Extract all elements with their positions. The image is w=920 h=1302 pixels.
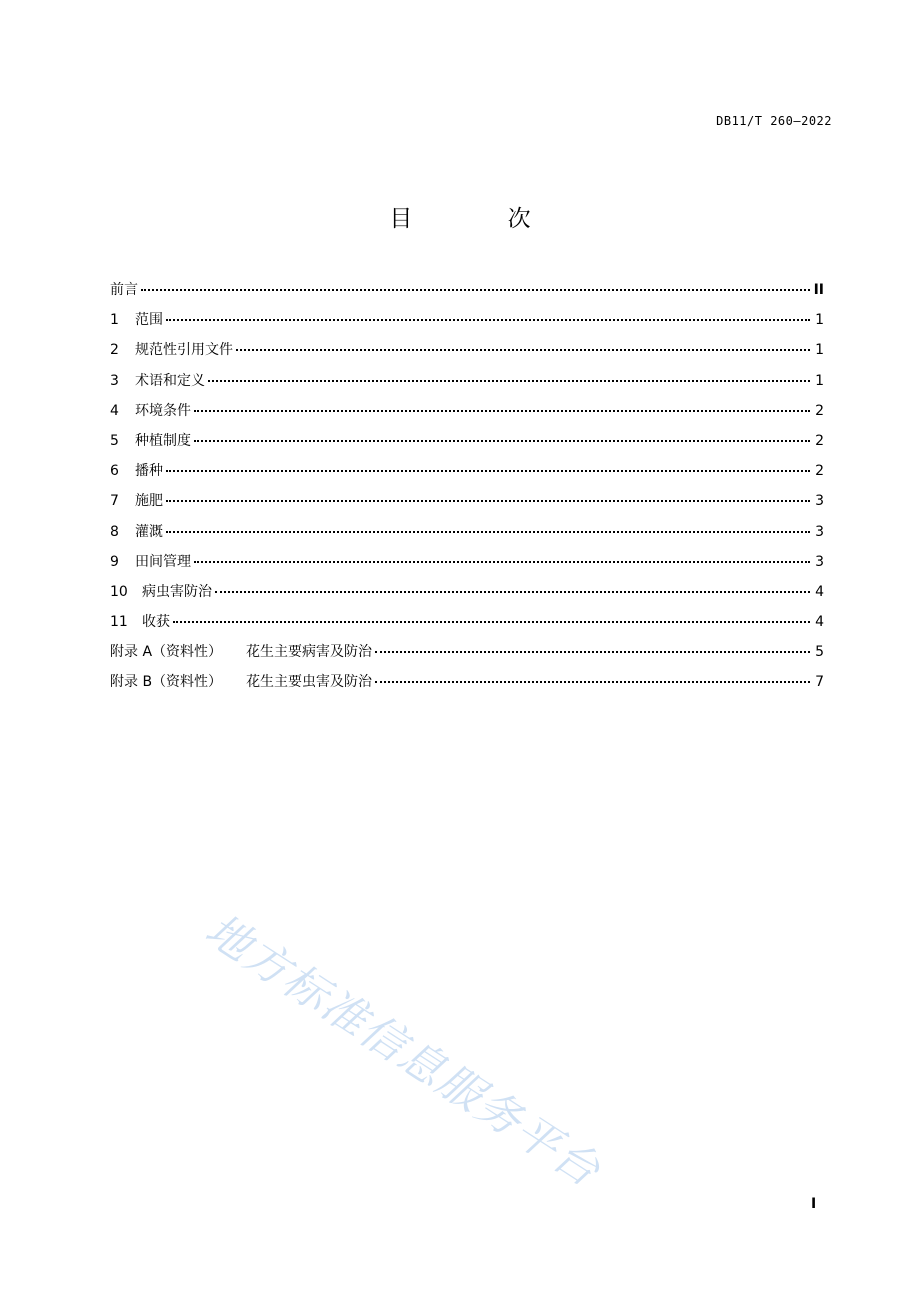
toc-entry-label: 术语和定义 — [135, 372, 205, 389]
toc-entry-label: 规范性引用文件 — [135, 342, 233, 359]
toc-entry-6[interactable] — [110, 460, 824, 490]
toc-entry-number: 3 — [110, 372, 119, 389]
toc-entry-number: 5 — [110, 432, 119, 449]
toc-dot-leader — [194, 410, 810, 412]
toc-entry-3[interactable] — [110, 370, 824, 400]
toc-entry-label: 病虫害防治 — [142, 583, 212, 600]
toc-entry-label: 播种 — [135, 463, 163, 480]
toc-entry-number: 附录 B（资料性） — [110, 674, 223, 691]
toc-entry-4[interactable] — [110, 400, 824, 430]
toc-entry-foreword[interactable] — [110, 279, 824, 309]
toc-dot-leader — [141, 289, 810, 291]
toc-entry-label: 范围 — [135, 312, 163, 329]
toc-entry-label: 灌溉 — [135, 523, 163, 540]
document-code: DB11/T 260—2022 — [716, 114, 832, 128]
toc-title: 目 次 — [389, 206, 575, 232]
toc-entry-number: 6 — [110, 463, 119, 480]
toc-entry-number: 10 — [110, 583, 128, 600]
toc-entry-page: 5 — [815, 644, 824, 661]
toc-dot-leader — [173, 621, 810, 623]
watermark: 地方标准信息服务平台 — [196, 904, 610, 1198]
toc-entry-page: 1 — [815, 312, 824, 329]
toc-entry-page: 4 — [815, 583, 824, 600]
toc-entry-10[interactable] — [110, 581, 824, 611]
toc-entry-1[interactable] — [110, 309, 824, 339]
toc-entry-7[interactable] — [110, 490, 824, 520]
toc-entry-page: 2 — [815, 402, 824, 419]
toc-entry-label: 前言 — [110, 282, 138, 298]
table-of-contents — [110, 279, 824, 702]
toc-entry-page: 7 — [815, 674, 824, 691]
toc-entry-2[interactable] — [110, 339, 824, 369]
toc-entry-number: 2 — [110, 342, 119, 359]
toc-entry-page: 2 — [815, 432, 824, 449]
toc-entry-number: 8 — [110, 523, 119, 540]
toc-dot-leader — [166, 470, 810, 472]
toc-entry-label: 田间管理 — [135, 553, 191, 570]
toc-entry-appendix-a[interactable] — [110, 641, 824, 671]
toc-entry-label: 环境条件 — [135, 402, 191, 419]
toc-entry-label: 收获 — [142, 614, 170, 631]
toc-entry-page: 1 — [815, 372, 824, 389]
toc-entry-page: 3 — [815, 493, 824, 510]
toc-entry-label: 花生主要病害及防治 — [246, 644, 373, 661]
toc-entry-5[interactable] — [110, 430, 824, 460]
toc-entry-number: 9 — [110, 553, 119, 570]
page-number: I — [811, 1196, 817, 1212]
toc-entry-label: 花生主要虫害及防治 — [246, 674, 373, 691]
toc-entry-label: 施肥 — [135, 493, 163, 510]
toc-entry-number: 11 — [110, 614, 128, 631]
toc-entry-9[interactable] — [110, 551, 824, 581]
toc-dot-leader — [194, 440, 810, 442]
toc-entry-number: 附录 A（资料性） — [110, 644, 223, 661]
toc-dot-leader — [166, 531, 810, 533]
toc-dot-leader — [166, 500, 810, 502]
toc-entry-11[interactable] — [110, 611, 824, 641]
toc-entry-page: 3 — [815, 553, 824, 570]
toc-dot-leader — [215, 591, 810, 593]
toc-dot-leader — [208, 380, 810, 382]
toc-entry-page: 2 — [815, 463, 824, 480]
toc-entry-label: 种植制度 — [135, 432, 191, 449]
toc-entry-number: 7 — [110, 493, 119, 510]
toc-entry-number: 1 — [110, 312, 119, 329]
toc-entry-number: 4 — [110, 402, 119, 419]
toc-entry-page: II — [813, 282, 824, 298]
toc-entry-appendix-b[interactable] — [110, 671, 824, 701]
toc-entry-page: 3 — [815, 523, 824, 540]
toc-entry-page: 1 — [815, 342, 824, 359]
toc-entry-8[interactable] — [110, 521, 824, 551]
toc-dot-leader — [166, 319, 810, 321]
toc-dot-leader — [194, 561, 810, 563]
toc-dot-leader — [375, 681, 810, 683]
toc-dot-leader — [375, 651, 810, 653]
toc-dot-leader — [236, 349, 810, 351]
toc-entry-page: 4 — [815, 614, 824, 631]
